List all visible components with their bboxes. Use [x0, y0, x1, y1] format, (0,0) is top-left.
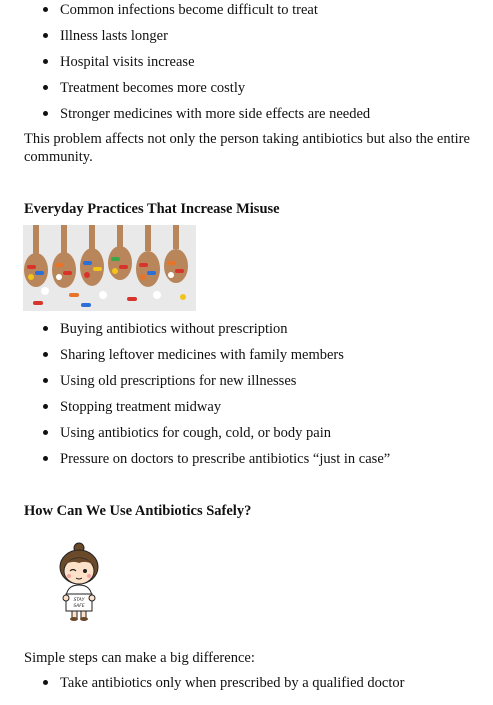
list-item	[42, 320, 482, 346]
list-item-text: Using old prescriptions for new illnesses	[60, 373, 297, 389]
sign-text-line2: SAFE	[73, 604, 85, 609]
safe-use-steps-list	[42, 674, 482, 700]
list-item-text: Take antibiotics only when prescribed by a qualified doctor	[60, 675, 405, 691]
list-item-text: Sharing leftover medicines with family members	[60, 347, 344, 363]
bullet-icon	[43, 111, 48, 116]
bullet-icon	[43, 680, 48, 685]
list-item	[42, 372, 482, 398]
list-item-text: Treatment becomes more costly	[60, 80, 246, 96]
pills-spoons-illustration	[23, 225, 196, 311]
list-item	[42, 27, 482, 53]
list-item-text: Stopping treatment midway	[60, 399, 222, 415]
bullet-icon	[43, 59, 48, 64]
simple-steps-paragraph: Simple steps can make a big difference:	[24, 650, 255, 666]
sign-text-line1: STAY	[73, 598, 85, 603]
bullet-icon	[43, 456, 48, 461]
bullet-icon	[43, 85, 48, 90]
list-item	[42, 79, 482, 105]
pills-on-spoons-image	[23, 225, 196, 311]
list-item-text: Hospital visits increase	[60, 54, 195, 70]
bullet-icon	[43, 33, 48, 38]
bullet-icon	[43, 430, 48, 435]
list-item	[42, 346, 482, 372]
misuse-practices-list	[42, 320, 482, 476]
bullet-icon	[43, 378, 48, 383]
bullet-icon	[43, 7, 48, 12]
bullet-icon	[43, 352, 48, 357]
list-item-text: Buying antibiotics without prescription	[60, 321, 288, 337]
bullet-icon	[43, 326, 48, 331]
list-item-text: Illness lasts longer	[60, 28, 168, 44]
list-item-text: Using antibiotics for cough, cold, or body pain	[60, 425, 332, 441]
list-item	[42, 105, 482, 131]
list-item-text: Common infections become difficult to treat	[60, 2, 318, 18]
community-paragraph: This problem affects not only the person taking antibiotics but also the entire community.	[24, 131, 470, 165]
list-item	[42, 53, 482, 79]
list-item-text: Pressure on doctors to prescribe antibiotics “just in case”	[60, 451, 391, 467]
list-item-text: Stronger medicines with more side effects are needed	[60, 106, 371, 122]
list-item	[42, 424, 482, 450]
list-item	[42, 1, 482, 27]
stay-safe-girl-illustration	[52, 541, 106, 621]
list-item	[42, 398, 482, 424]
list-item	[42, 450, 482, 476]
bullet-icon	[43, 404, 48, 409]
list-item	[42, 674, 482, 700]
girl-cartoon-icon	[52, 541, 106, 621]
section-heading-safe-use: How Can We Use Antibiotics Safely?	[24, 503, 252, 519]
section-heading-misuse: Everyday Practices That Increase Misuse	[24, 201, 280, 217]
consequences-list	[42, 1, 482, 131]
